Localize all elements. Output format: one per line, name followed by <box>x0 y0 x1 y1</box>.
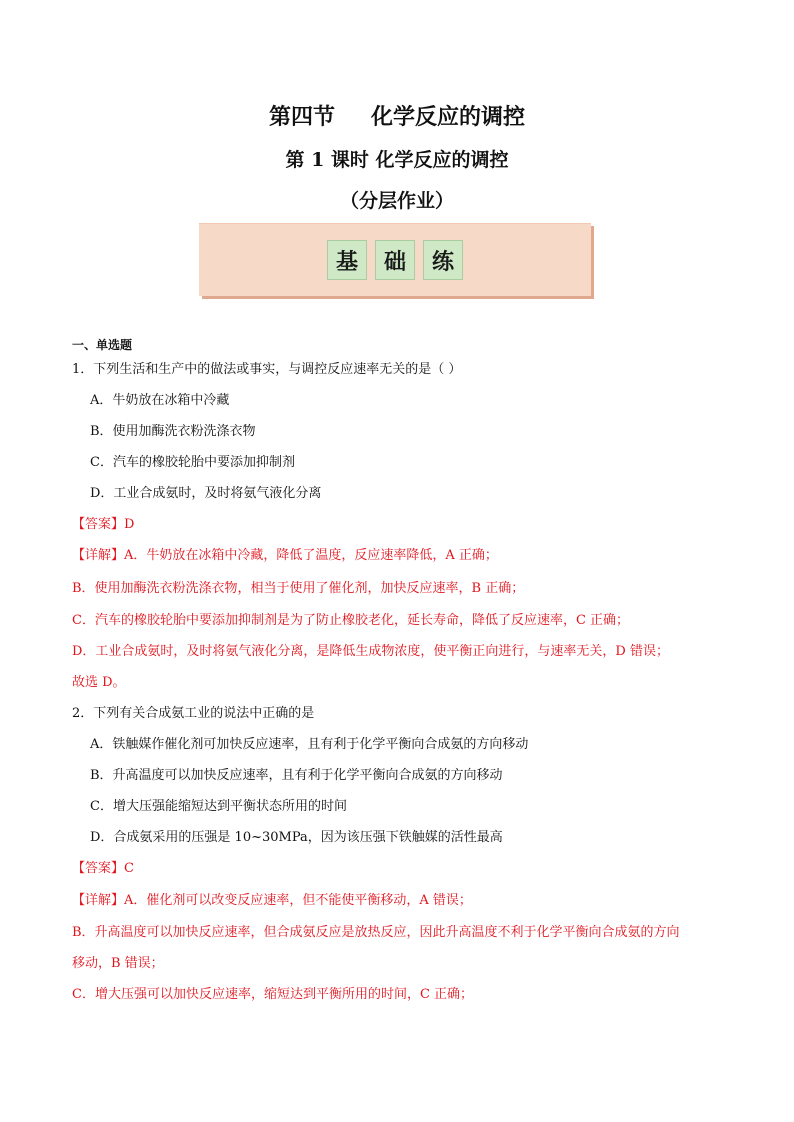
question-1-answer: 【答案】D <box>72 517 135 532</box>
question-1-option-b: B．使用加酶洗衣粉洗涤衣物 <box>90 424 256 439</box>
question-1-explanation-2: B．使用加酶洗衣粉洗涤衣物，相当于使用了催化剂，加快反应速率，B 正确； <box>72 581 525 596</box>
section-title <box>0 100 794 131</box>
question-2-option-b: B．升高温度可以加快反应速率，且有利于化学平衡向合成氨的方向移动 <box>90 768 503 783</box>
question-2-option-d: D．合成氨采用的压强是 10~30MPa，因为该压强下铁触媒的活性最高 <box>90 830 503 845</box>
question-2-explanation-4: C．增大压强可以加快反应速率，缩短达到平衡所用的时间，C 正确； <box>72 987 474 1002</box>
section-name: 化学反应的调控 <box>371 105 526 130</box>
question-1-explanation-4: D．工业合成氨时，及时将氨气液化分离，是降低生成物浓度，使平衡正向进行，与速率无关，D 错误； <box>72 644 669 659</box>
question-1-option-a: A．牛奶放在冰箱中冷藏 <box>90 393 230 408</box>
question-2-stem: 2．下列有关合成氨工业的说法中正确的是 <box>72 706 315 721</box>
banner-char-2: 础 <box>375 240 415 280</box>
banner-char-1: 基 <box>327 240 367 280</box>
question-2-option-c: C．增大压强能缩短达到平衡状态所用的时间 <box>90 799 347 814</box>
section-heading: 一、单选题 <box>72 338 133 352</box>
question-1-explanation-5: 故选 D。 <box>72 675 126 690</box>
practice-banner <box>199 223 591 296</box>
question-2-explanation-2: B．升高温度可以加快反应速率，但合成氨反应是放热反应，因此升高温度不利于化学平衡向合成氨的方向 <box>72 925 680 940</box>
question-2-explanation-1: 【详解】A．催化剂可以改变反应速率，但不能使平衡移动，A 错误； <box>72 893 472 908</box>
subtitle: （分层作业） <box>339 190 454 212</box>
question-1-stem: 1．下列生活和生产中的做法或事实，与调控反应速率无关的是（ ） <box>72 362 462 377</box>
question-2-explanation-3: 移动，B 错误； <box>72 956 164 971</box>
question-2-answer: 【答案】C <box>72 861 134 876</box>
banner-char-3: 练 <box>423 240 463 280</box>
question-1-explanation-3: C．汽车的橡胶轮胎中要添加抑制剂是为了防止橡胶老化，延长寿命，降低了反应速率，C 正确； <box>72 613 630 628</box>
section-number: 第四节 <box>268 105 335 130</box>
question-2-option-a: A．铁触媒作催化剂可加快反应速率，且有利于化学平衡向合成氨的方向移动 <box>90 737 529 752</box>
lesson-title: 第 1 课时 化学反应的调控 <box>285 149 509 171</box>
question-1-explanation-1: 【详解】A．牛奶放在冰箱中冷藏，降低了温度，反应速率降低，A 正确； <box>72 548 498 563</box>
question-1-option-d: D．工业合成氨时，及时将氨气液化分离 <box>90 486 322 501</box>
question-1-option-c: C．汽车的橡胶轮胎中要添加抑制剂 <box>90 455 295 470</box>
